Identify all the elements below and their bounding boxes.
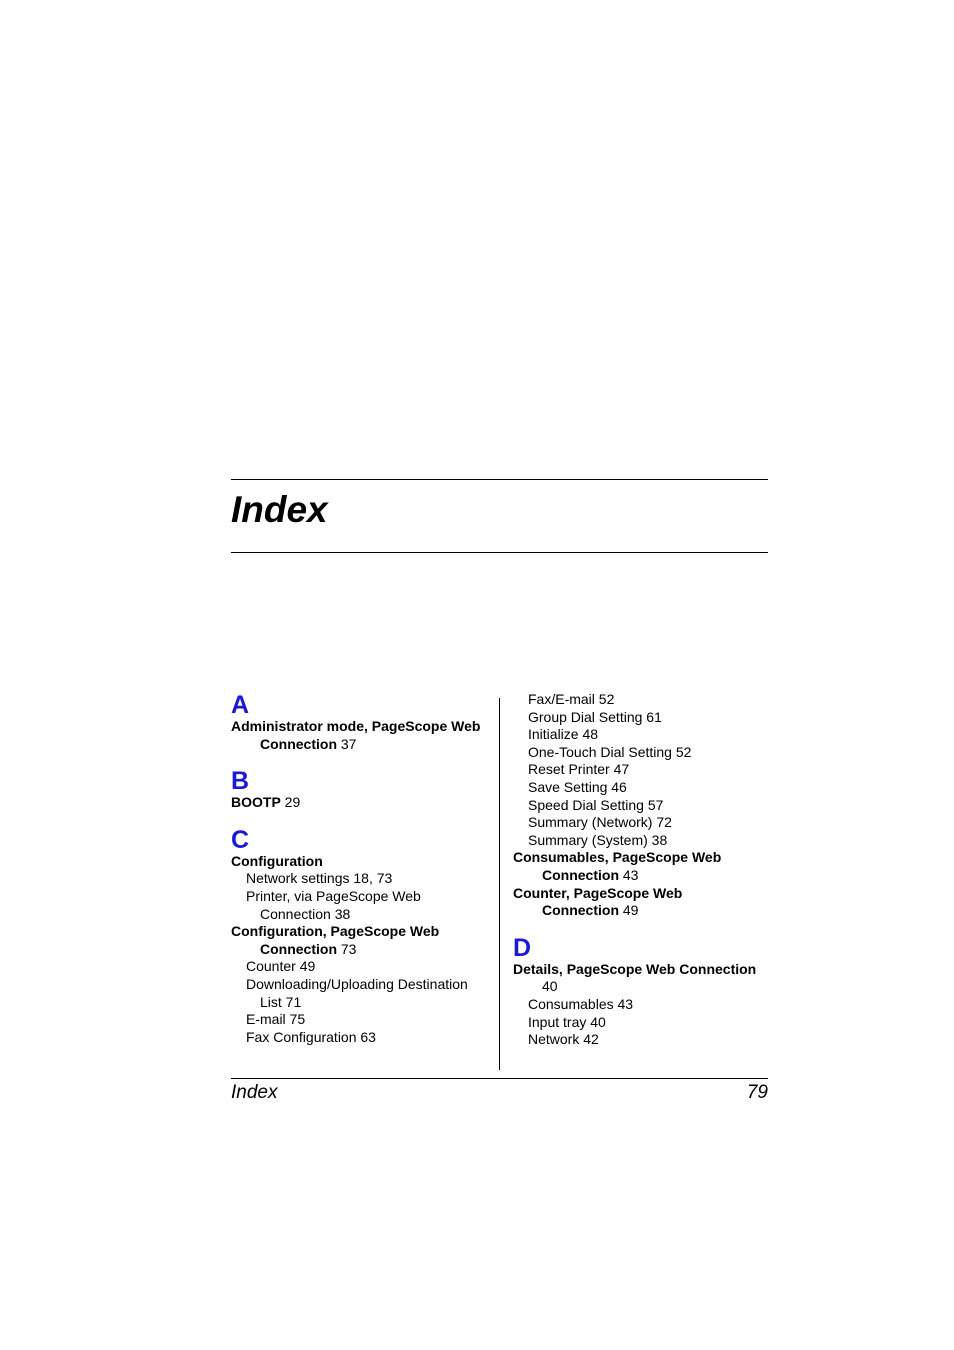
section-letter-b: B — [231, 767, 250, 796]
index-subentry: Summary (Network) 72 — [528, 814, 672, 831]
column-divider — [499, 698, 500, 1070]
entry-pages: 49 — [619, 902, 639, 919]
index-subentry: Reset Printer 47 — [528, 761, 630, 778]
index-entry: Administrator mode, PageScope Web — [231, 718, 481, 734]
index-column-right — [513, 691, 773, 1049]
index-subentry: Summary (System) 38 — [528, 831, 668, 848]
entry-term: Connection — [260, 940, 337, 957]
title-rule-bottom — [231, 552, 768, 553]
index-subentry: Save Setting 46 — [528, 778, 627, 795]
index-subentry: Group Dial Setting 61 — [528, 708, 662, 725]
index-subentry: Initialize 48 — [528, 726, 599, 743]
entry-pages: 73 — [337, 940, 357, 957]
entry-pages: 37 — [337, 735, 357, 752]
index-entry: Consumables, PageScope Web — [513, 849, 722, 866]
index-entry-continuation: 40 — [542, 978, 558, 995]
index-subentry: Network 42 — [528, 1031, 599, 1048]
footer-rule — [231, 1078, 768, 1079]
entry-term: Connection — [542, 902, 619, 919]
index-subentry: Network settings 18, 73 — [246, 870, 393, 887]
index-entry: Counter, PageScope Web — [513, 884, 683, 901]
entry-pages: 29 — [280, 794, 301, 811]
index-subentry-continuation: Connection 38 — [260, 905, 351, 922]
title-rule-top — [231, 479, 768, 480]
index-entry-continuation — [513, 867, 773, 885]
index-subentry: Fax/E-mail 52 — [528, 691, 615, 707]
index-entry: Configuration — [231, 852, 323, 869]
index-entry — [231, 794, 491, 812]
entry-pages: 43 — [619, 866, 639, 883]
entry-term: Connection — [542, 866, 619, 883]
index-entry: Configuration, PageScope Web — [231, 923, 440, 940]
index-entry-continuation — [231, 736, 491, 754]
section-letter-a: A — [231, 691, 250, 719]
index-entry: Details, PageScope Web Connection — [513, 960, 757, 977]
index-subentry-continuation: List 71 — [260, 993, 302, 1010]
index-column-left — [231, 691, 491, 1046]
entry-term: Connection — [260, 735, 337, 752]
index-subentry: Input tray 40 — [528, 1013, 606, 1030]
index-subentry: Printer, via PageScope Web — [246, 887, 421, 904]
page-title: Index — [231, 489, 328, 530]
entry-term: BOOTP — [231, 794, 281, 811]
index-subentry: One-Touch Dial Setting 52 — [528, 743, 692, 760]
index-subentry: Counter 49 — [246, 958, 316, 975]
section-letter-c: C — [231, 825, 250, 854]
section-letter-d: D — [513, 933, 532, 962]
index-subentry: E-mail 75 — [246, 1011, 306, 1028]
footer-section-label: Index — [231, 1082, 278, 1103]
index-subentry: Fax Configuration 63 — [246, 1028, 376, 1045]
index-subentry: Downloading/Uploading Destination — [246, 975, 468, 992]
footer-page-number: 79 — [746, 1082, 768, 1103]
index-subentry: Consumables 43 — [528, 995, 634, 1012]
index-entry-continuation — [231, 941, 491, 959]
index-entry-continuation — [513, 902, 773, 920]
index-subentry: Speed Dial Setting 57 — [528, 796, 664, 813]
